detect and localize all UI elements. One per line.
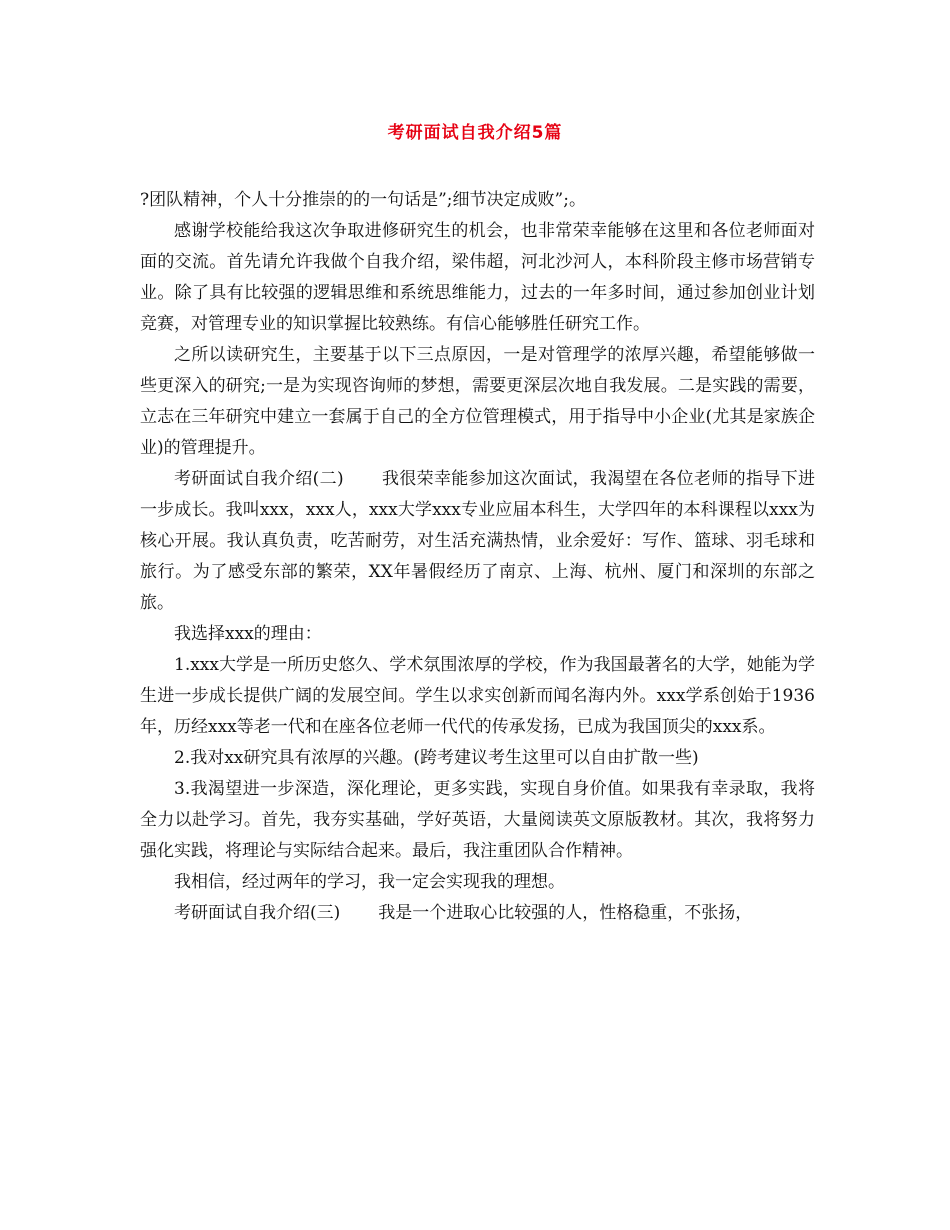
document-body	[140, 185, 815, 929]
section-3	[140, 898, 815, 929]
paragraph-self-intro: 感谢学校能给我这次争取进修研究生的机会，也非常荣幸能够在这里和各位老师面对面的交流。首先请允许我做个自我介绍，梁伟超，河北沙河人，本科阶段主修市场营销专业。除了具有比较强的逻辑思维和系统思维能力，过去的一年多时间，通过参加创业计划竞赛，对管理专业的知识掌握比较熟练。有信心能够胜任研究工作。	[140, 221, 815, 334]
section-3-text: 我是一个进取心比较强的人，性格稳重，不张扬，	[378, 903, 753, 923]
reason-item: 2.我对xx研究具有浓厚的兴趣。(跨考建议考生这里可以自由扩散一些)	[174, 748, 699, 768]
reason-item: 3.我渴望进一步深造，深化理论，更多实践，实现自身价值。如果我有幸录取，我将全力以赴学习。首先，我夯实基础，学好英语，大量阅读英文原版教材。其次，我将努力强化实践，将理论与实际结合起来。最后，我注重团队合作精神。	[140, 779, 815, 861]
section-2-text: 我很荣幸能参加这次面试，我渴望在各位老师的指导下进一步成长。我叫xxx，xxx人，xxx大学xxx专业应届本科生，大学四年的本科课程以xxx为核心开展。我认真负责，吃苦耐劳，对生活充满热情，业余爱好：写作、篮球、羽毛球和旅行。为了感受东部的繁荣，XX年暑假经历了南京、上海、杭州、厦门和深圳的东部之旅。	[140, 469, 816, 613]
reasons-intro: 我选择xxx的理由：	[174, 624, 322, 644]
document-title: 考研面试自我介绍5篇	[387, 123, 563, 143]
section-3-heading: 考研面试自我介绍(三)	[174, 903, 341, 923]
closing-line: 我相信，经过两年的学习，我一定会实现我的理想。	[174, 872, 565, 892]
section-2-heading: 考研面试自我介绍(二)	[174, 469, 344, 489]
paragraph-reasons: 之所以读研究生，主要基于以下三点原因，一是对管理学的浓厚兴趣，希望能够做一些更深入的研究;一是为实现咨询师的梦想，需要更深层次地自我发展。二是实践的需要，立志在三年研究中建立一套属于自己的全方位管理模式，用于指导中小企业(尤其是家族企业)的管理提升。	[140, 345, 815, 458]
reason-item: 1.xxx大学是一所历史悠久、学术氛围浓厚的学校，作为我国最著名的大学，她能为学生进一步成长提供广阔的发展空间。学生以求实创新而闻名海内外。xxx学系创始于1936年，历经xxx等老一代和在座各位老师一代代的传承发扬，已成为我国顶尖的xxx系。	[140, 655, 815, 737]
intro-line: ?团队精神，个人十分推崇的的一句话是”;细节决定成败”;。	[140, 190, 586, 210]
section-2	[140, 464, 815, 619]
